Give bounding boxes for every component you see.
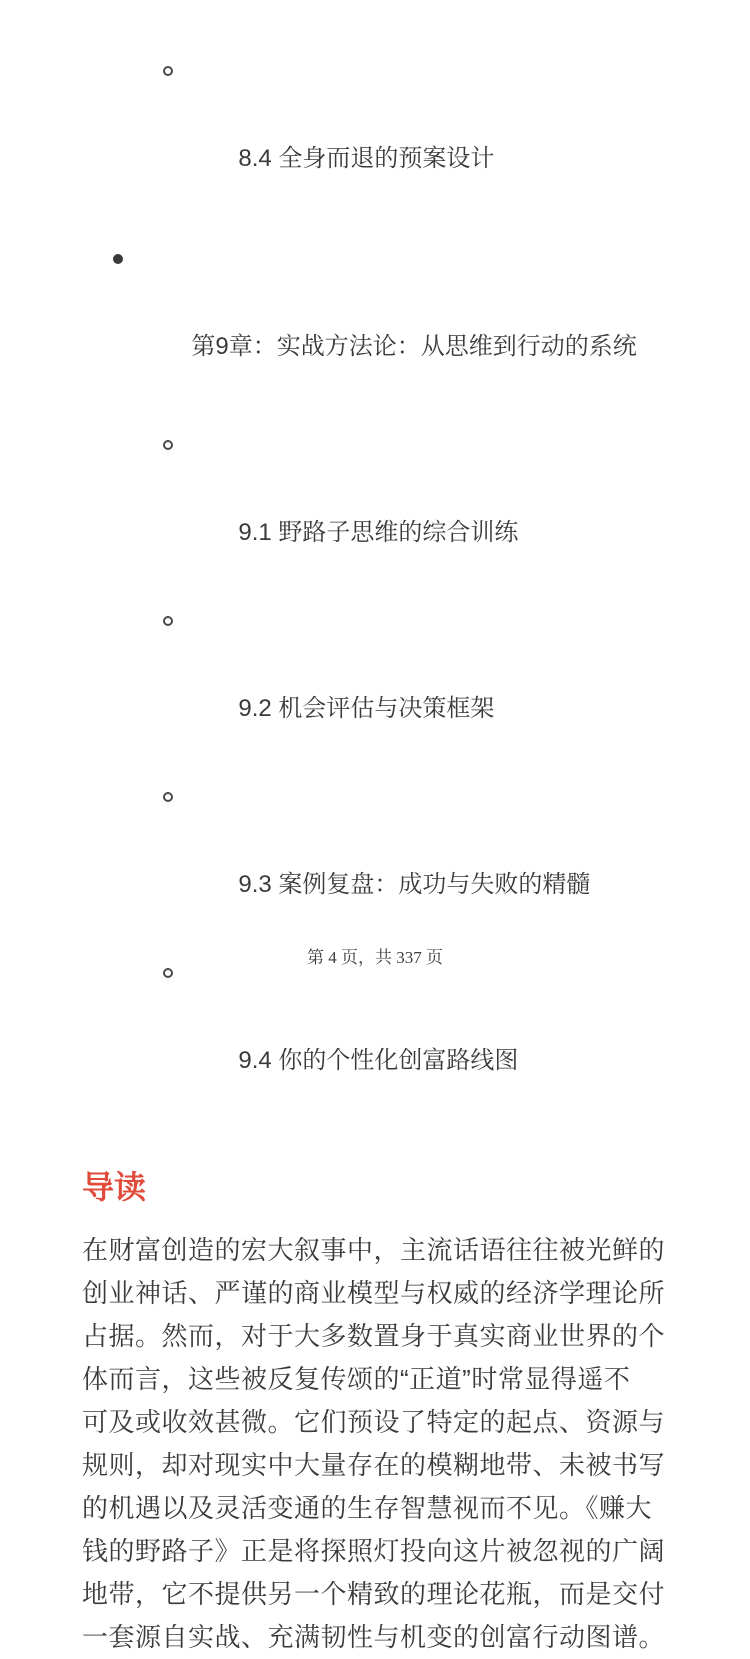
- toc-item: [82, 599, 668, 775]
- toc-item: [82, 49, 668, 225]
- section-heading: 导读: [82, 1169, 147, 1205]
- circle-bullet-icon: [163, 440, 173, 450]
- toc-item-label: 9.1 野路子思维的综合训练: [238, 519, 519, 546]
- circle-bullet-icon: [163, 66, 173, 76]
- page-indicator: 第 4 页，共 337 页: [307, 948, 443, 967]
- intro-paragraph: 在财富创造的宏大叙事中，主流话语往往被光鲜的 创业神话、严谨的商业模型与权威的经济学理论所 占据。然而，对于大多数置身于真实商业世界的个 体而言，这些被反复传颂的“正道”时常显得遥不 可及或收效甚微。它们预设了特定的起点、资源与 规则，却对现实中大量存在的模糊地带、未被书写 的机遇以及灵活变通的生存智慧视而不见。《赚大 钱的野路子》正是将探照灯投向这片被忽视的广阔 地带，它不提供另一个精致的理论花瓶，而是交付 一套源自实战、充满韧性与机变的创富行动图谱。: [82, 1235, 666, 1652]
- toc-item-label: 9.3 案例复盘：成功与失败的精髓: [238, 871, 591, 898]
- toc-item: [82, 423, 668, 599]
- toc-item-label: 第9章：实战方法论：从思维到行动的系统: [191, 333, 637, 360]
- circle-bullet-icon: [163, 968, 173, 978]
- toc-item: [82, 951, 668, 1127]
- circle-bullet-icon: [163, 616, 173, 626]
- circle-bullet-icon: [163, 792, 173, 802]
- toc-item: [82, 775, 668, 951]
- toc-item-label: 8.4 全身而退的预案设计: [238, 145, 495, 172]
- toc-item-chapter: [82, 237, 668, 413]
- page-footer: [0, 943, 750, 968]
- disc-bullet-icon: [113, 254, 123, 264]
- toc-item-label: 9.4 你的个性化创富路线图: [238, 1047, 519, 1074]
- toc-item-label: 9.2 机会评估与决策框架: [238, 695, 495, 722]
